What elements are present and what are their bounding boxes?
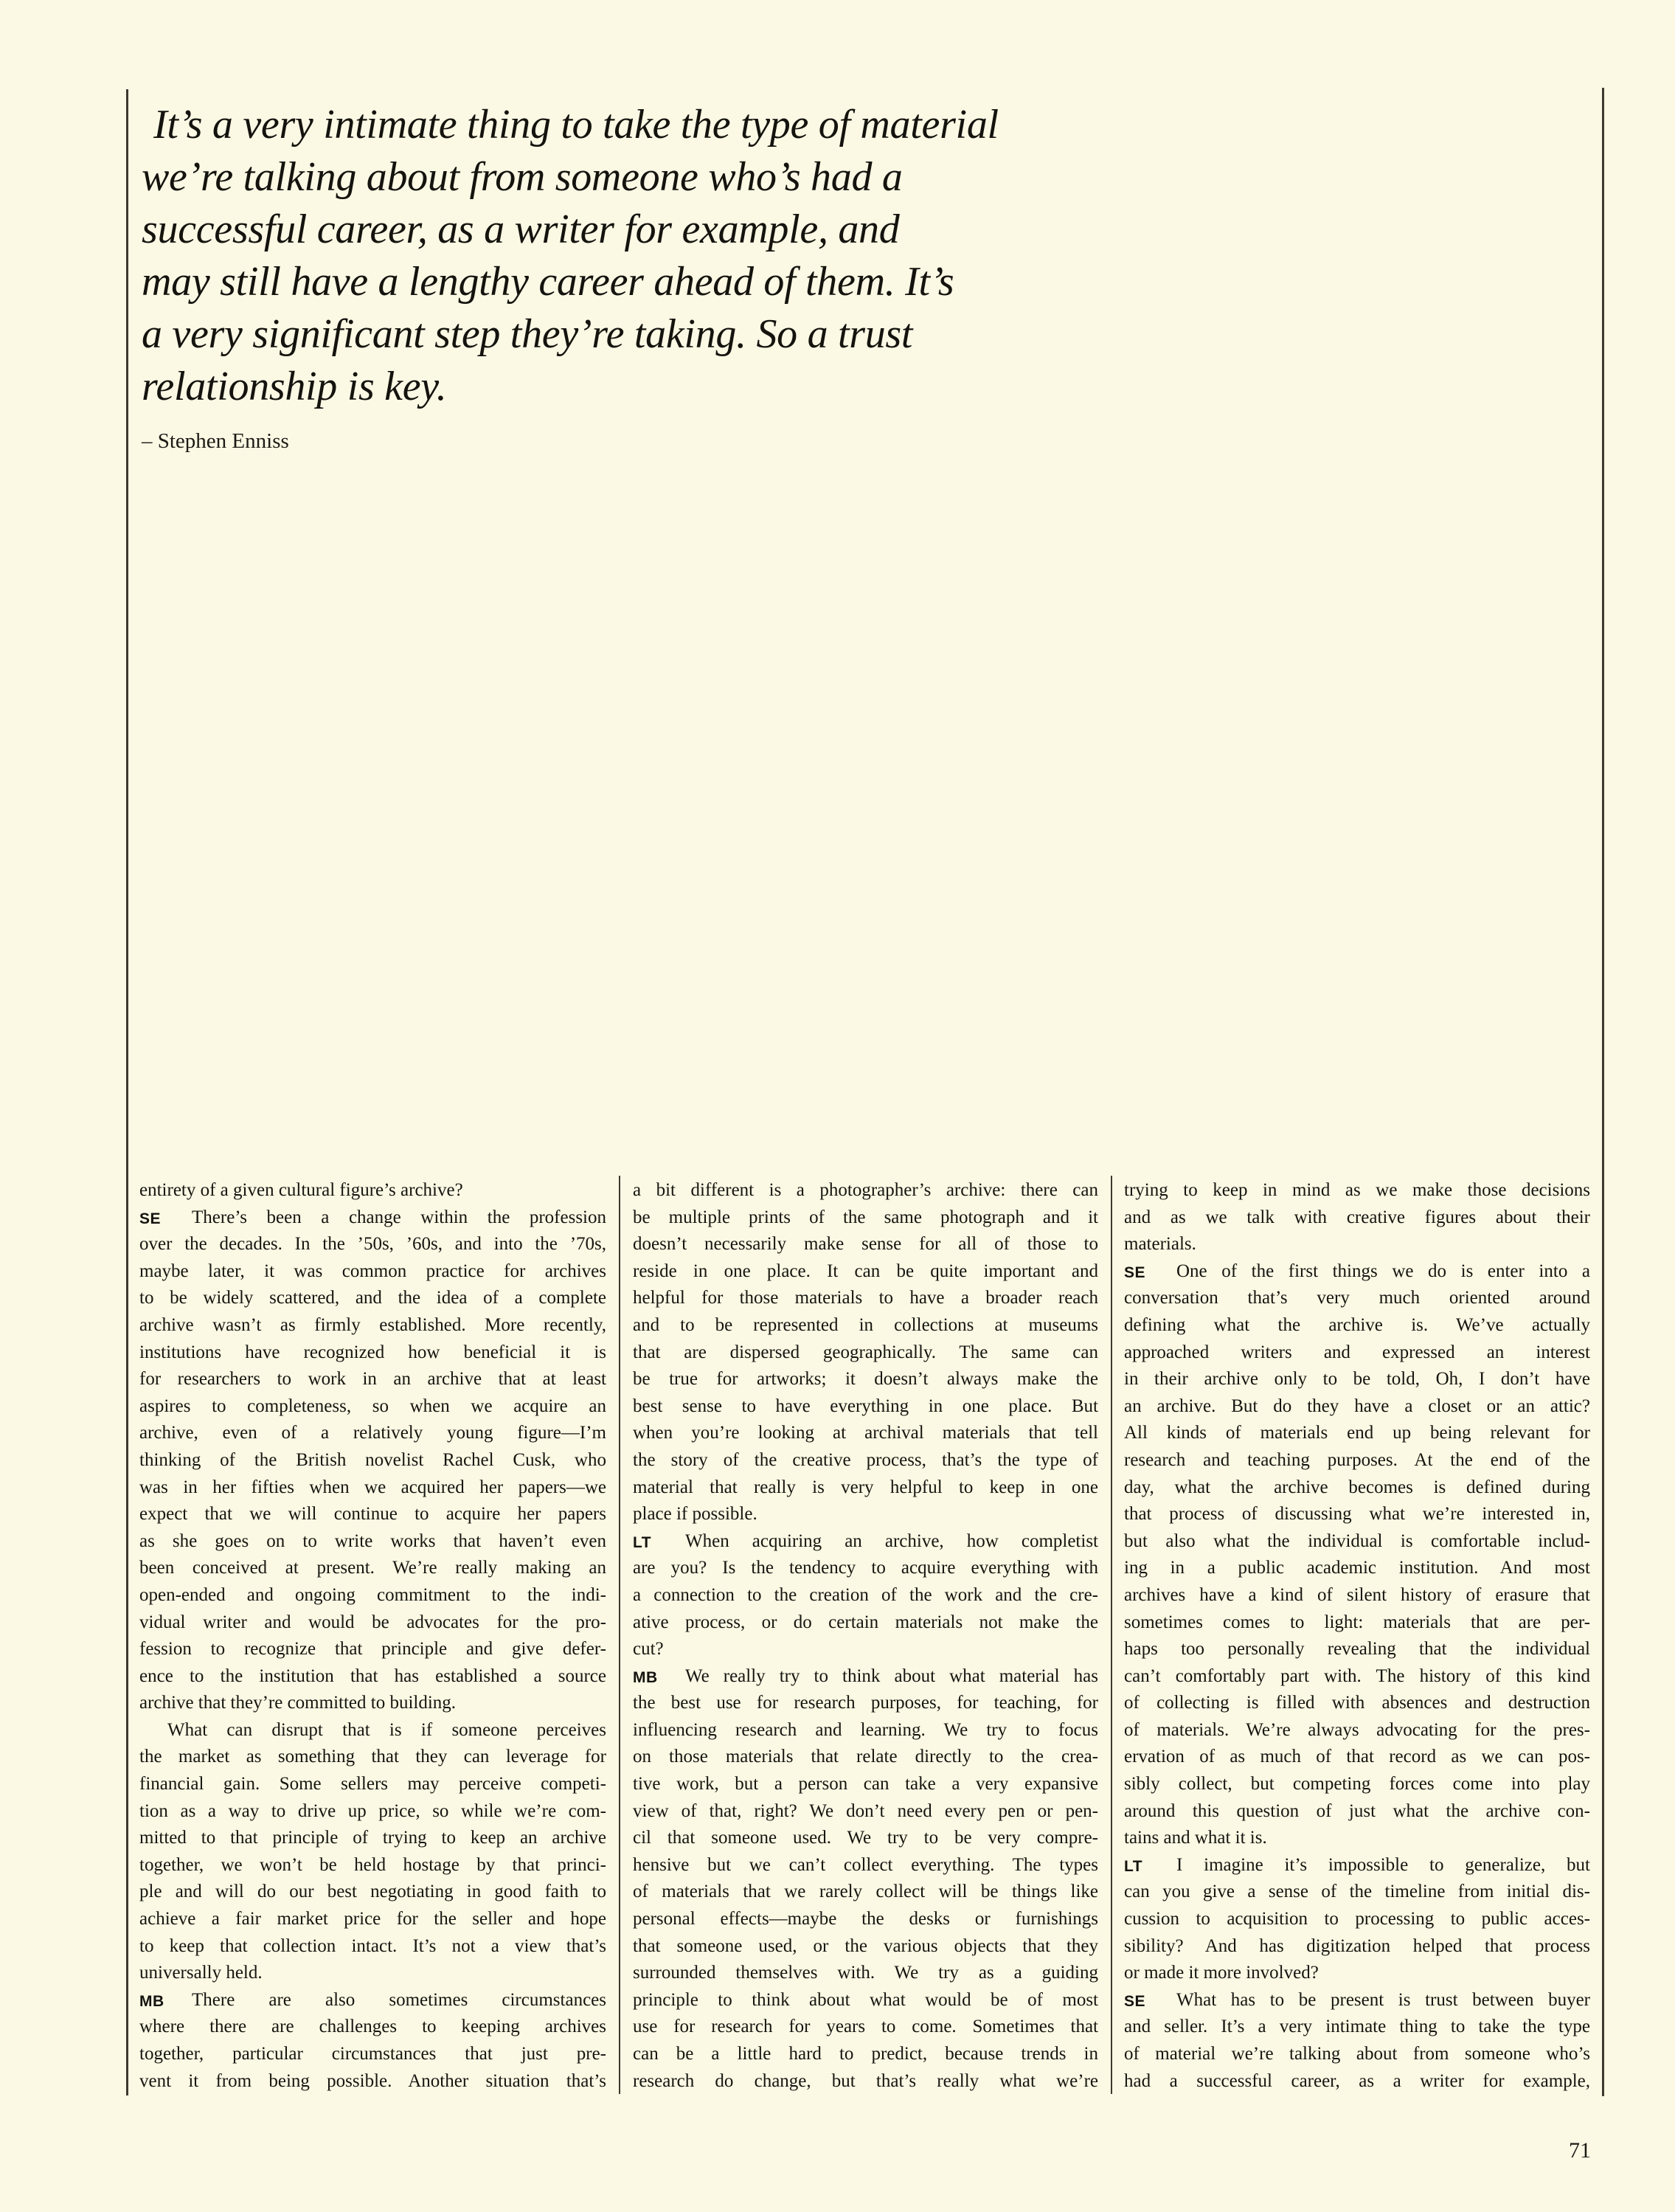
text-line: place if possible. (633, 1504, 757, 1525)
text-line: but also what the individual is comfortable includ- (1124, 1530, 1590, 1551)
text-line: SE What has to be present is trust between buyer (1124, 1987, 1590, 2014)
text-line: best sense to have everything in one place. But (633, 1395, 1098, 1416)
right-margin-rule (1602, 88, 1604, 2096)
text-line: or made it more involved? (1124, 1963, 1319, 1983)
text-line: expect that we will continue to acquire her papers (139, 1504, 606, 1525)
body-column-2 (633, 1177, 1098, 2095)
text-line: that someone used, or the various objects that they (633, 1935, 1098, 1956)
text-line: research do change, but that’s really what we’re (633, 2070, 1098, 2091)
text-line: where there are challenges to keeping archives (139, 2017, 606, 2037)
text-line: trying to keep in mind as we make those decisions (1124, 1180, 1590, 1200)
text-line: ative process, or do certain materials not make the (633, 1612, 1098, 1632)
text-line: for researchers to work in an archive that at least (139, 1369, 606, 1390)
text-line: MB There are also sometimes circumstances (139, 1987, 606, 2014)
text-line: to be widely scattered, and the idea of a complete (139, 1288, 606, 1308)
speaker-tag: LT (633, 1533, 652, 1551)
speaker-tag: MB (139, 1992, 164, 2010)
text-line: the best use for research purposes, for teaching, for (633, 1693, 1098, 1713)
text-line: SE One of the first things we do is enter into a (1124, 1258, 1590, 1286)
text-line: ing in a public academic institution. And most (1124, 1558, 1590, 1578)
body-column-1 (139, 1177, 606, 2095)
text-line: fession to recognize that principle and give defer- (139, 1639, 606, 1660)
text-line: LT When acquiring an archive, how completist (633, 1528, 1098, 1556)
text-line: in their archive only to be told, Oh, I don’t have (1124, 1369, 1590, 1390)
text-line: approached writers and expressed an interest (1124, 1342, 1590, 1362)
text-line: together, particular circumstances that just pre- (139, 2044, 606, 2064)
text-line: institutions have recognized how beneficial it is (139, 1342, 606, 1362)
text-line: of material we’re talking about from someone who’s (1124, 2044, 1590, 2064)
text-line: cut? (633, 1639, 664, 1660)
text-line: to keep that collection intact. It’s not a view that’s (139, 1935, 606, 1956)
text-line: on those materials that relate directly to the crea- (633, 1747, 1098, 1767)
text-line: and seller. It’s a very intimate thing to take the type (1124, 2017, 1590, 2037)
text-line: LT I imagine it’s impossible to generalize, but (1124, 1852, 1590, 1879)
text-line: research and teaching purposes. At the end of the (1124, 1449, 1590, 1470)
left-margin-rule (126, 89, 128, 2095)
text-line: a bit different is a photographer’s archive: there can (633, 1180, 1098, 1200)
text-line: principle to think about what would be of most (633, 1989, 1098, 2010)
text-line: sometimes comes to light: materials that are per- (1124, 1612, 1590, 1632)
text-line: thinking of the British novelist Rachel Cusk, who (139, 1449, 606, 1470)
text-line: tains and what it is. (1124, 1828, 1267, 1848)
text-line: ence to the institution that has established a source (139, 1665, 606, 1686)
text-line: influencing research and learning. We try to focus (633, 1719, 1098, 1740)
text-line: maybe later, it was common practice for archives (139, 1261, 606, 1281)
text-line: around this question of just what the archive con- (1124, 1800, 1590, 1821)
text-line: the market as something that they can leverage for (139, 1747, 606, 1767)
text-line: archive, even of a relatively young figure—I’m (139, 1423, 606, 1443)
text-line: vidual writer and would be advocates for the pro- (139, 1612, 606, 1632)
text-line: ple and will do our best negotiating in good faith to (139, 1882, 606, 1902)
text-line: vent it from being possible. Another situation that’s (139, 2070, 606, 2091)
text-line: had a successful career, as a writer for example, (1124, 2070, 1590, 2091)
text-line: ervation of as much of that record as we can pos- (1124, 1747, 1590, 1767)
text-line: of collecting is filled with absences and destruction (1124, 1693, 1590, 1713)
column-divider-rule (1111, 1176, 1112, 2094)
pull-quote-line: successful career, as a writer for example, and (142, 207, 900, 252)
text-line: archives have a kind of silent history of erasure that (1124, 1584, 1590, 1605)
pull-quote-line: a very significant step they’re taking. So a trust (142, 311, 913, 357)
text-line: mitted to that principle of trying to keep an archive (139, 1828, 606, 1848)
speaker-tag: SE (1124, 1263, 1146, 1281)
pull-quote-attribution: – Stephen Enniss (142, 429, 289, 453)
text-line: a connection to the creation of the work and the cre- (633, 1584, 1098, 1605)
text-line: materials. (1124, 1234, 1196, 1255)
text-line: MB We really try to think about what material has (633, 1663, 1098, 1691)
column-divider-rule (619, 1176, 620, 2094)
speaker-tag: SE (139, 1210, 162, 1227)
text-line: day, what the archive becomes is defined during (1124, 1477, 1590, 1497)
text-line: entirety of a given cultural figure’s archive? (139, 1180, 463, 1200)
speaker-tag: MB (633, 1668, 658, 1686)
text-line: can you give a sense of the timeline from initial dis- (1124, 1882, 1590, 1902)
speaker-tag: SE (1124, 1992, 1146, 2010)
text-line: and to be represented in collections at museums (633, 1314, 1098, 1335)
text-line: reside in one place. It can be quite important and (633, 1261, 1098, 1281)
text-line: together, we won’t be held hostage by that princi- (139, 1854, 606, 1875)
text-line: tion as a way to drive up price, so while we’re com- (139, 1800, 606, 1821)
text-line: hensive but we can’t collect everything. The types (633, 1854, 1098, 1875)
text-line: that process of discussing what we’re interested in, (1124, 1504, 1590, 1525)
text-line: view of that, right? We don’t need every pen or pen- (633, 1800, 1098, 1821)
text-line: the story of the creative process, that’s the type of (633, 1449, 1098, 1470)
text-line: that are dispersed geographically. The same can (633, 1342, 1098, 1362)
page-number: 71 (1569, 2138, 1591, 2163)
text-line: doesn’t necessarily make sense for all of those to (633, 1234, 1098, 1255)
text-line: surrounded themselves with. We try as a guiding (633, 1963, 1098, 1983)
text-line: sibility? And has digitization helped that process (1124, 1935, 1590, 1956)
text-line: as she goes on to write works that haven’t even (139, 1530, 606, 1551)
pull-quote-line: It’s a very intimate thing to take the type of material (153, 102, 999, 148)
text-line: personal effects—maybe the desks or furnishings (633, 1909, 1098, 1930)
body-column-3 (1124, 1177, 1590, 2095)
text-line: be multiple prints of the same photograph and it (633, 1207, 1098, 1227)
text-line: cussion to acquisition to processing to public acces- (1124, 1909, 1590, 1930)
text-line: open-ended and ongoing commitment to the indi- (139, 1584, 606, 1605)
text-line: helpful for those materials to have a broader reach (633, 1288, 1098, 1308)
text-line: conversation that’s very much oriented around (1124, 1288, 1590, 1308)
speaker-tag: LT (1124, 1857, 1143, 1875)
text-line: haps too personally revealing that the individual (1124, 1639, 1590, 1660)
text-line: archive wasn’t as firmly established. More recently, (139, 1314, 606, 1335)
text-line: when you’re looking at archival materials that tell (633, 1423, 1098, 1443)
text-line: of materials. We’re always advocating for the pres- (1124, 1719, 1590, 1740)
text-line: an archive. But do they have a closet or an attic? (1124, 1395, 1590, 1416)
text-line: aspires to completeness, so when we acquire an (139, 1395, 606, 1416)
pull-quote (142, 99, 1189, 413)
text-line: SE There’s been a change within the profession (139, 1204, 606, 1232)
text-line: material that really is very helpful to keep in one (633, 1477, 1098, 1497)
text-line: cil that someone used. We try to be very compre- (633, 1828, 1098, 1848)
text-line: universally held. (139, 1963, 263, 1983)
text-line: of materials that we rarely collect will be things like (633, 1882, 1098, 1902)
pull-quote-line: relationship is key. (142, 364, 447, 409)
text-line: achieve a fair market price for the seller and hope (139, 1909, 606, 1930)
text-line: archive that they’re committed to building. (139, 1693, 457, 1713)
text-line: was in her fifties when we acquired her papers—we (139, 1477, 606, 1497)
pull-quote-line: we’re talking about from someone who’s had a (142, 154, 903, 200)
text-line: use for research for years to come. Sometimes that (633, 2017, 1098, 2037)
text-line: What can disrupt that is if someone perceives (167, 1719, 606, 1740)
text-line: tive work, but a person can take a very expansive (633, 1774, 1098, 1795)
text-line: sibly collect, but competing forces come into play (1124, 1774, 1590, 1795)
text-line: are you? Is the tendency to acquire everything with (633, 1558, 1098, 1578)
pull-quote-line: may still have a lengthy career ahead of them. It’s (142, 259, 954, 305)
text-line: be true for artworks; it doesn’t always make the (633, 1369, 1098, 1390)
text-line: been conceived at present. We’re really making an (139, 1558, 606, 1578)
text-line: All kinds of materials end up being relevant for (1124, 1423, 1590, 1443)
text-line: and as we talk with creative figures about their (1124, 1207, 1590, 1227)
text-line: can’t comfortably part with. The history of this kind (1124, 1665, 1590, 1686)
text-line: defining what the archive is. We’ve actually (1124, 1314, 1590, 1335)
text-line: over the decades. In the ’50s, ’60s, and into the ’70s, (139, 1234, 606, 1255)
text-line: financial gain. Some sellers may perceive competi- (139, 1774, 606, 1795)
text-line: can be a little hard to predict, because trends in (633, 2044, 1098, 2064)
